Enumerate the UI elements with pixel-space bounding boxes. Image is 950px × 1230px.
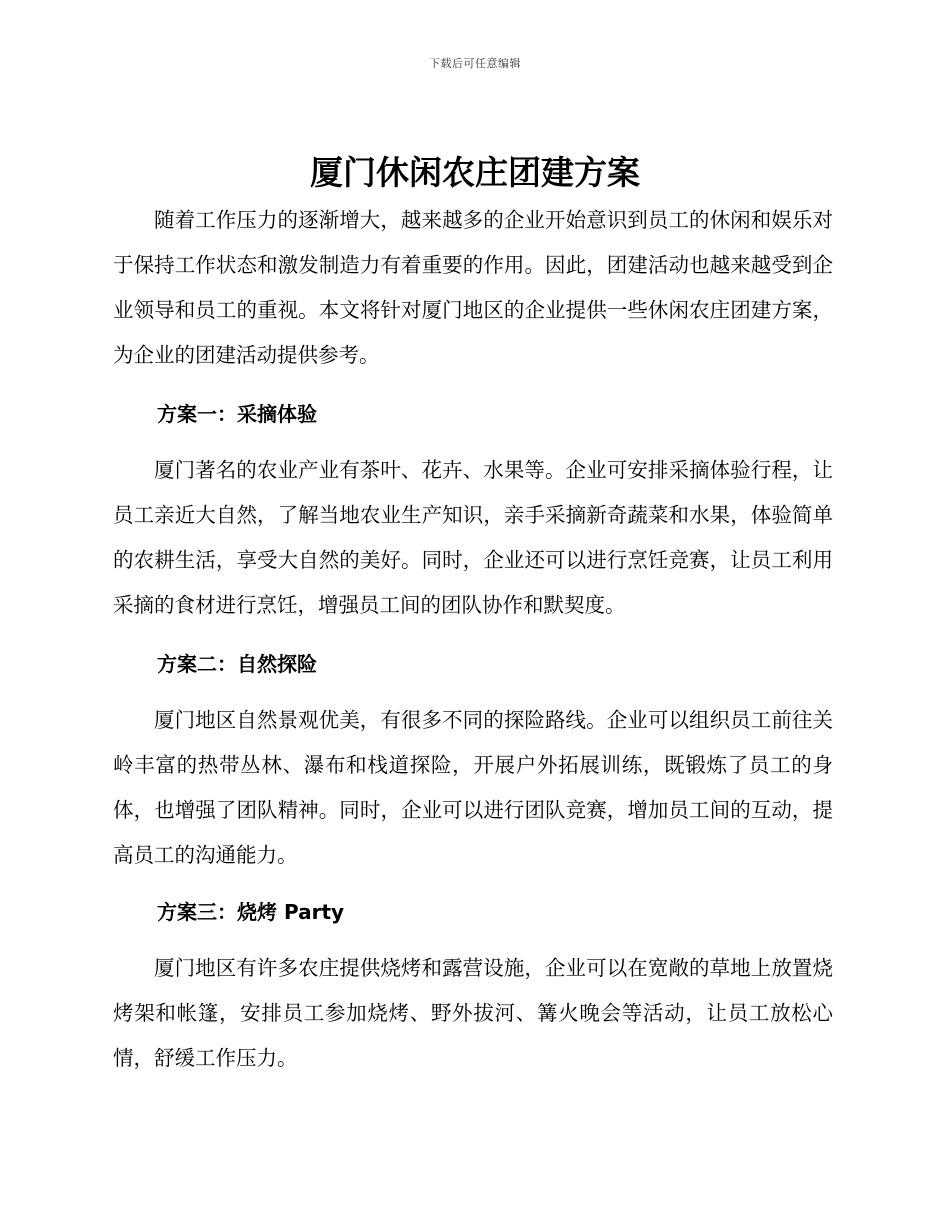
section-heading-1: 方案一：采摘体验 [157, 402, 317, 426]
section-paragraph-1: 厦门著名的农业产业有茶叶、花卉、水果等。企业可安排采摘体验行程，让员工亲近大自然，了解当地农业生产知识，亲手采摘新奇蔬菜和水果，体验简单的农耕生活，享受大自然的美好。同时，企业还可以进行烹饪竞赛，让员工利用采摘的食材进行烹饪，增强员工间的团队协作和默契度。 [113, 458, 833, 617]
document-title: 厦门休闲农庄团建方案 [310, 153, 640, 192]
intro-paragraph: 随着工作压力的逐渐增大，越来越多的企业开始意识到员工的休闲和娱乐对于保持工作状态和激发制造力有着重要的作用。因此，团建活动也越来越受到企业领导和员工的重视。本文将针对厦门地区的企业提供一些休闲农庄团建方案，为企业的团建活动提供参考。 [113, 208, 833, 367]
section-heading-3: 方案三：烧烤 Party [157, 900, 345, 924]
section-paragraph-2: 厦门地区自然景观优美，有很多不同的探险路线。企业可以组织员工前往关岭丰富的热带丛林、瀑布和栈道探险，开展户外拓展训练，既锻炼了员工的身体，也增强了团队精神。同时，企业可以进行团队竞赛，增加员工间的互动，提高员工的沟通能力。 [113, 708, 833, 867]
section-heading-2: 方案二：自然探险 [157, 652, 317, 676]
section-paragraph-3: 厦门地区有许多农庄提供烧烤和露营设施，企业可以在宽敞的草地上放置烧烤架和帐篷，安排员工参加烧烤、野外拔河、篝火晚会等活动，让员工放松心情，舒缓工作压力。 [113, 956, 833, 1070]
header-note: 下载后可任意编辑 [429, 57, 521, 70]
